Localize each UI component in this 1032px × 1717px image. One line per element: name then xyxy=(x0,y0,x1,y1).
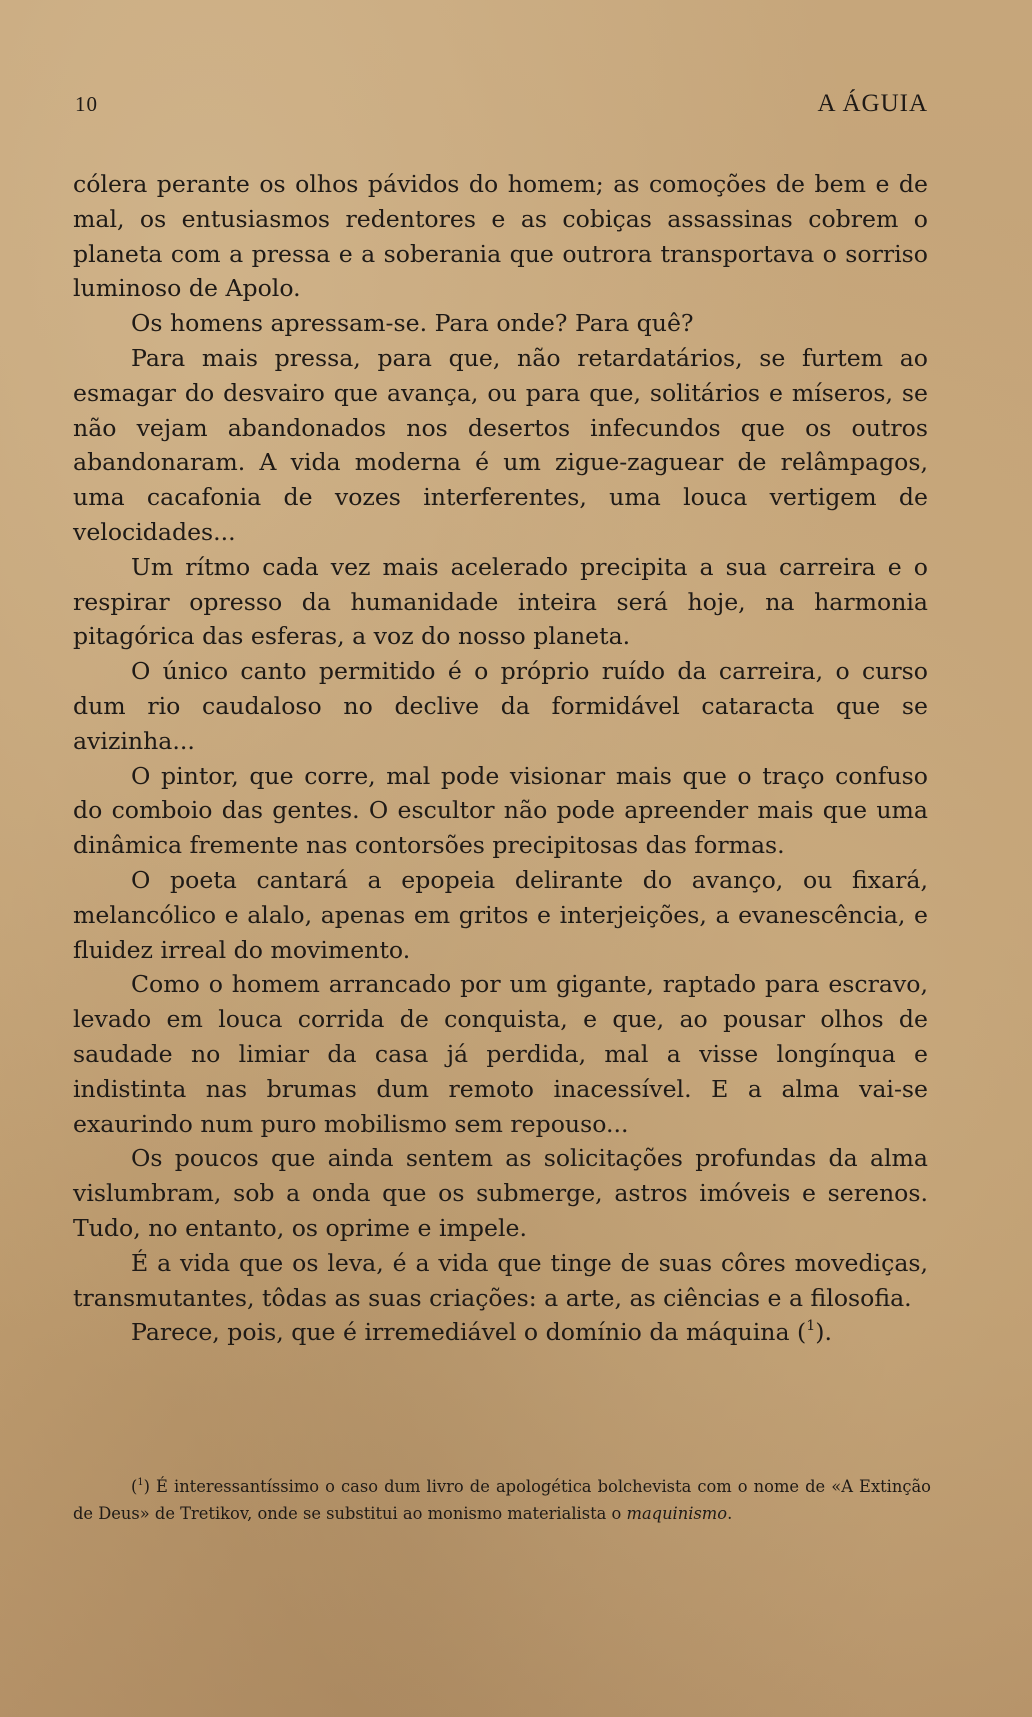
footnote xyxy=(73,1473,931,1527)
paragraph-end: ). xyxy=(815,1318,832,1347)
paragraph: O poeta cantará a epopeia delirante do avanço, ou fixará, melancólico e alalo, apenas em gritos e interjeições, a evanescência, e fluidez irreal do movimento. xyxy=(73,865,928,964)
paragraph: É a vida que os leva, é a vida que tinge de suas côres movediças, transmutantes, tôdas as suas criações: a arte, as ciências e a filosofia. xyxy=(73,1248,928,1312)
footnote-marker-close: ) xyxy=(143,1477,150,1496)
body-text xyxy=(73,167,928,1350)
footnote-end: . xyxy=(727,1504,733,1523)
footnote-text: É interessantíssimo o caso dum livro de apologética bolchevista com o nome de «A Extinção de Deus» de Tretikov, onde se substitui ao monismo materialista o xyxy=(73,1477,931,1523)
paragraph: Um rítmo cada vez mais acelerado precipita a sua carreira e o respirar opresso da humanidade inteira será hoje, na harmonia pitagórica das esferas, a voz do nosso planeta. xyxy=(73,552,928,651)
footnote-emphasis: maquinismo xyxy=(626,1504,728,1523)
paragraph: cólera perante os olhos pávidos do homem; as comoções de bem e de mal, os entusiasmos redentores e as cobiças assassinas cobrem o planeta com a pressa e a soberania que outrora transportava o sorriso luminoso de Apolo. xyxy=(73,170,928,303)
footnotes xyxy=(73,1473,931,1527)
paragraph: O pintor, que corre, mal pode visionar mais que o traço confuso do comboio das gentes. O escultor não pode apreender mais que uma dinâmica fremente nas contorsões precipitosas das formas. xyxy=(73,761,928,860)
footnote-reference: 1 xyxy=(806,1318,816,1335)
paragraph: Para mais pressa, para que, não retardatários, se furtem ao esmagar do desvairo que avança, ou para que, solitários e míseros, se não vejam abandonados nos desertos infecundos que os outros abandonaram. A vida moderna é um zigue-zaguear de relâmpagos, uma cacafonia de vozes interferentes, uma louca vertigem de velocidades... xyxy=(73,343,928,546)
paragraph xyxy=(73,1315,928,1350)
paragraph-text: Parece, pois, que é irremediável o domínio da máquina ( xyxy=(131,1318,807,1347)
paragraph: Como o homem arrancado por um gigante, raptado para escravo, levado em louca corrida de conquista, e que, ao pousar olhos de saudade no limiar da casa já perdida, mal a visse longínqua e indistinta nas brumas dum remoto inacessível. E a alma vai-se exaurindo num puro mobilismo sem repouso... xyxy=(73,970,928,1138)
running-title: A ÁGUIA xyxy=(817,90,928,117)
page-header xyxy=(73,90,928,122)
footnote-marker-open: ( xyxy=(131,1477,138,1496)
paragraph: Os poucos que ainda sentem as solicitações profundas da alma vislumbram, sob a onda que os submerge, astros imóveis e serenos. Tudo, no entanto, os oprime e impele. xyxy=(73,1144,928,1242)
footnote-marker: 1 xyxy=(137,1477,144,1489)
paragraph: Os homens apressam-se. Para onde? Para quê? xyxy=(131,309,694,338)
paragraph: O único canto permitido é o próprio ruído da carreira, o curso dum rio caudaloso no declive da formidável cataracta que se avizinha... xyxy=(73,657,928,755)
page-number: 10 xyxy=(75,92,98,116)
